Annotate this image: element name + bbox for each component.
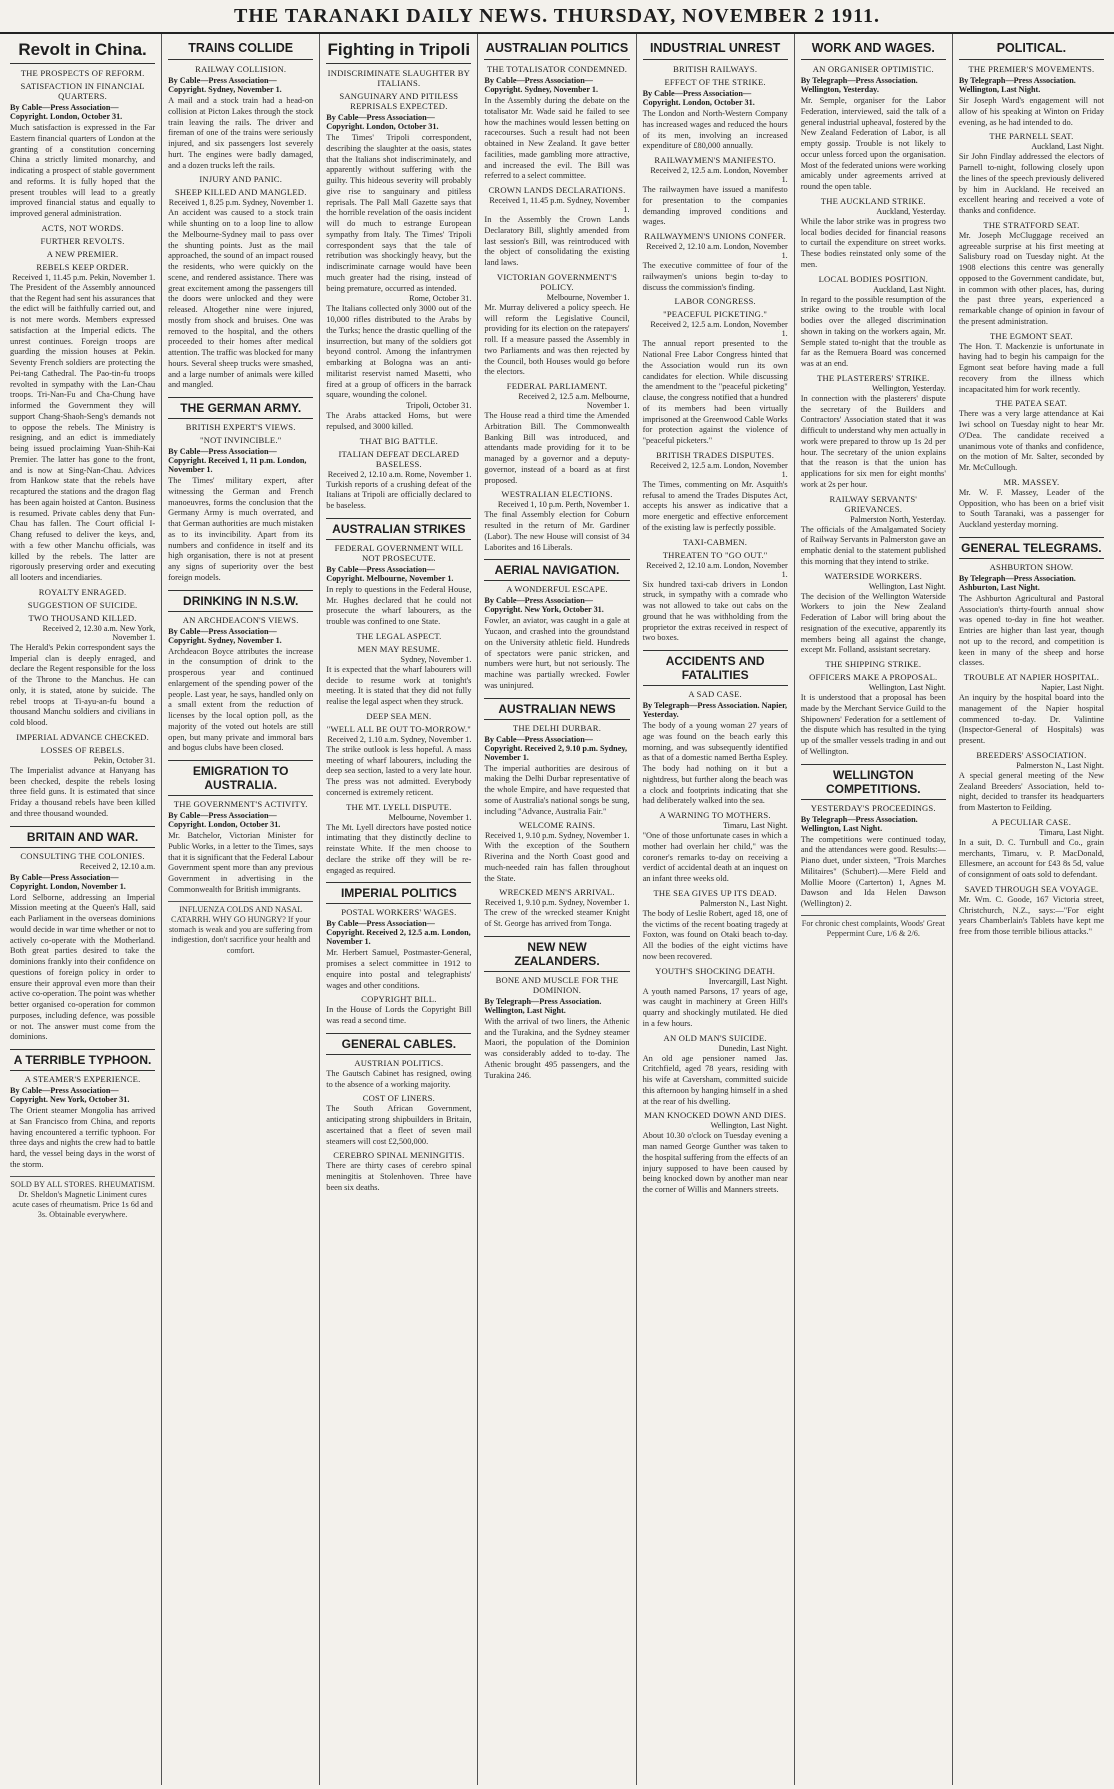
subheading: ASHBURTON SHOW. — [989, 561, 1074, 572]
article-text: With the arrival of two liners, the Athenic and the Turakina, and the Sydney steamer Maori, the population of the Dominion was considerably added to to-day. The Athenic brought 495 passengers, and the Turakina 246. — [484, 1016, 630, 1080]
dateline: Palmerston N., Last Night. — [1016, 760, 1104, 770]
article-text: In the Assembly during the debate on the totalisator Mr. Wade said he failed to see how the machines would lessen betting on racecourses. Such a result had not been obtained in New Zealand. It gave better facilities, made gambling more attractive, and increased the evil. The Bill was referred to a select committee. — [484, 96, 630, 181]
article-text: The executive committee of four of the railwaymen's unions begin to-day to discuss the commission's finding. — [642, 261, 788, 292]
subheading: RAILWAYMEN'S UNIONS CONFER. — [644, 231, 787, 241]
column-headline: POLITICAL. — [959, 38, 1104, 60]
byline: By Cable—Press Association—Copyright. Sydney, November 1. — [168, 76, 282, 94]
subheading: A SAD CASE. — [688, 689, 742, 699]
article-text: The Arabs attacked Homs, but were repulsed, and 3000 killed. — [326, 411, 472, 431]
subheading: AN ARCHDEACON'S VIEWS. — [182, 614, 299, 625]
column-7 — [953, 34, 1110, 1785]
subheading: VICTORIAN GOVERNMENT'S POLICY. — [496, 271, 618, 292]
article-text: The Italians collected only 3000 out of the 10,000 rifles distributed to the Arabs by the Turks; hence the drastic quelling of the insurrection, but many of the soldiers got beyond control. Among the infantrymen embarking at Bologna was an anti-militarist reservist named Masetti, who fired at a group of officers in the barrack square, wounding the colonel. — [326, 304, 472, 400]
article-text: The crew of the wrecked steamer Knight of St. George has arrived from Tonga. — [484, 908, 630, 928]
advertisement: For chronic chest complaints, Woods' Great Peppermint Cure, 1/6 & 2/6. — [801, 915, 946, 940]
article-text: In reply to questions in the Federal House, Mr. Hughes declared that he could not prosecute the wharf labourers, as the trouble was confined to one State. — [326, 584, 472, 626]
dateline: Wellington, Last Night. — [868, 683, 946, 692]
byline: By Telegraph—Press Association. Wellington, Last Night. — [958, 76, 1076, 94]
article-text: Lord Selborne, addressing an Imperial Mission meeting at the Queen's Hall, said each Parliament in the overseas dominions would decide in war time whether or not to actively co-operate with the Motherland. Both great parties desired to take the dominions frankly into their confidence on questions of foreign policy in order to ensure their approval even more than their active co-operation. The point was whether better organised co-operation for common purposes, including defence, was possible or not. The answer must come from the dominions. — [10, 892, 156, 1042]
article-text: In connection with the plasterers' dispute the secretary of the Builders and Contractors' Association stated that it was difficult to understand why men actually in work were prepared to throw up 1s 2d per hour. The secretary of the union explains that the reason is that the union has applications for six men for eight months' work at 2s per hour. — [800, 393, 946, 489]
byline: By Cable—Press Association—Copyright. Sydney, November 1. — [484, 76, 598, 94]
article-text: Sir John Findlay addressed the electors of Parnell to-night, following closely upon the lines of the speech previously delivered by him in Auckland. He received an excellent hearing and received a vote of thanks and confidence. — [958, 152, 1104, 215]
article-text: The final Assembly election for Coburn resulted in the return of Mr. Gardiner (Labor). The new House will consist of 34 Laborites and 16 Liberals. — [484, 510, 630, 552]
byline: By Cable—Press Association—Copyright. London, October 31. — [326, 113, 439, 131]
article-text: Sir Joseph Ward's engagement will not allow of his speaking at Winton on Friday evening, as he had intended to do. — [958, 96, 1104, 127]
dateline: Received 1, 9.10 p.m. Sydney, November 1. — [485, 831, 630, 841]
dateline: Timaru, Last Night. — [1039, 827, 1104, 837]
article-text: An old age pensioner named Jas. Critchfield, aged 78 years, residing with his wife at Caversham, committed suicide this afternoon by hanging himself in a shed at the rear of his dwelling. — [642, 1053, 788, 1106]
dateline: Received 2, 12.5 a.m. London, November 1. — [650, 320, 788, 339]
section-headline: IMPERIAL POLITICS — [326, 882, 471, 904]
subheading: IMPERIAL ADVANCE CHECKED. — [16, 731, 149, 742]
subheading: CEREBRO SPINAL MENINGITIS. — [333, 1150, 465, 1161]
subheading: OFFICERS MAKE A PROPOSAL. — [809, 672, 938, 682]
article-text: The Gautsch Cabinet has resigned, owing to the absence of a working majority. — [326, 1068, 472, 1089]
subheading: LOCAL BODIES POSITION. — [818, 273, 928, 284]
article-text: About 10.30 o'clock on Tuesday evening a man named George Gunther was taken to the hospital suffering from the effects of an injury supposed to have been caused by being knocked down by another man near the corner of Willis and Manners streets. — [642, 1131, 788, 1194]
dateline: Received 2, 12.10 a.m. — [79, 861, 156, 871]
article-text: The Herald's Pekin correspondent says the Imperial clan is deeply enraged, and declare the Regent responsible for the loss of the Throne to the Manchus. He can only, it is stated, atone by suicide. The rebel troops at Ti-ayu-an-fu bound a thousand Manchu soldiers and civilians in cold blood. — [10, 642, 156, 727]
section-headline: AUSTRALIAN NEWS — [484, 698, 629, 720]
column-headline: Fighting in Tripoli — [326, 38, 471, 64]
subheading: COST OF LINERS. — [362, 1093, 436, 1104]
subheading: "WELL ALL BE OUT TO-MORROW." — [326, 723, 471, 734]
dateline: Received 2, 12.10 a.m. London, November 1. — [646, 560, 788, 579]
dateline: Wellington, Last Night. — [868, 581, 946, 591]
subheading: REBELS KEEP ORDER. — [36, 261, 129, 272]
subheading: THE AUCKLAND STRIKE. — [820, 195, 926, 206]
subheading: THE GOVERNMENT'S ACTIVITY. — [173, 799, 308, 809]
dateline: Received 1, 9.10 p.m. Sydney, November 1. — [485, 898, 630, 908]
masthead: THE TARANAKI DAILY NEWS. THURSDAY, NOVEMBER 2 1911. — [0, 0, 1114, 34]
byline: By Cable—Press Association—Copyright. New York, October 31. — [484, 596, 604, 615]
column-headline: Revolt in China. — [10, 38, 155, 64]
byline: By Cable—Press Association—Copyright. Received 2, 12.5 a.m. London, November 1. — [326, 919, 471, 947]
dateline: Dunedin, Last Night. — [718, 1043, 788, 1053]
dateline: Received 2, 12.5 a.m. Melbourne, November 1. — [518, 392, 630, 410]
subheading: LOSSES OF REBELS. — [40, 744, 125, 755]
section-headline: AERIAL NAVIGATION. — [484, 559, 629, 581]
dateline: Rome, October 31. — [409, 294, 472, 304]
byline: By Cable—Press Association—Copyright. London, October 31. — [168, 811, 281, 829]
dateline: Melbourne, November 1. — [388, 812, 472, 822]
column-headline: TRAINS COLLIDE — [168, 38, 313, 60]
article-text: In the House of Lords the Copyright Bill was read a second time. — [326, 1005, 472, 1025]
subheading: THE PARNELL SEAT. — [989, 131, 1074, 142]
subheading: YOUTH'S SHOCKING DEATH. — [655, 965, 776, 976]
article-text: With the exception of the Southern Riverina and the North Coast good and much-needed rain has fallen throughout the State. — [484, 841, 630, 883]
subheading: SANGUINARY AND PITILESS REPRISALS EXPECTED. — [339, 91, 459, 111]
subheading: TAXI-CABMEN. — [683, 536, 748, 547]
subheading: WESTRALIAN ELECTIONS. — [501, 489, 613, 500]
subheading: CROWN LANDS DECLARATIONS. — [488, 185, 626, 195]
subheading: "NOT INVINCIBLE." — [200, 435, 282, 445]
dateline: Received 1, 8.25 p.m. Sydney, November 1. — [168, 198, 314, 208]
article-text: Turkish reports of a crushing defeat of the Italians at Tripoli are officially declared to be baseless. — [326, 479, 472, 510]
article-text: The railwaymen have issued a manifesto for presentation to the companies demanding improved conditions and wages. — [642, 185, 788, 227]
subheading: RAILWAYMEN'S MANIFESTO. — [654, 155, 776, 165]
article-text: It is understood that a proposal has been made by the Merchant Service Guild to the Shipowners' Federation for a settlement of the dispute which has resulted in the tying up of the smaller vessels trading in and out of Wellington. — [800, 693, 946, 756]
article-text: The annual report presented to the National Free Labor Congress hinted that the Association would run its own candidates for election. While discussing the amendment to the "peaceful picketing" clause, the congress notified that a hundred of its members had been virtually imprisoned at the Greenwood Cable Works for protection against the violence of "peaceful picketers." — [642, 339, 788, 445]
article-text: The Mt. Lyell directors have posted notice intimating that they distinctly decline to reinstate White. If the men choose to declare the strike off they will be re-engaged as required. — [326, 822, 472, 875]
advertisement: INFLUENZA COLDS AND NASAL CATARRH. WHY GO HUNGRY? If your stomach is weak and you are suffering from indigestion, don't sacrifice your health and comfort. — [168, 901, 313, 956]
dateline: Received 1, 11.45 p.m. Sydney, November 1. — [489, 196, 630, 214]
article-text: Much satisfaction is expressed in the Far Eastern financial quarters of London at the granting of a constitution concerning China a strictly limited monarchy, and indicating a prospect of stable government and reforms. It is fully hoped that the present troubles will lead to a greatly improved financial status and equally to improved general administration. — [10, 123, 156, 218]
article-text: The President of the Assembly announced that the Regent had sent his assurances that the edict will be faithfully carried out, and is not mere words. Members expressed satisfaction at the Imperial edicts. The unrest continues. Foreign troops are guarding the mission houses at Pekin. Seventy French soldiers are protecting the Pei-tang Cathedral. The Pao-tin-fu troops revolted in sympathy with the Lan-Chau troops. Tri-Nan-Fu and Cha-Chung have informed the Government they will support Chang-Shaoh-Seng's demands not to oppose the rebels. The Ministry is resigning, and an edict is immediately being issued proclaiming Yuan-Shih-Kai Premier. The latter has gone to the front, and is now at Sing-Nan-Chau. Advices from Hankow state that the rebels have recaptured the stations and the dragon flag has been again hoisted at Canton. Business is resumed. Private cables deny that Fun-Chau has fallen. The Court official I-Chang refused to deliver the keys, and, with a few other Manchu officials, was killed by the rebels. The latter are rigorously preserving order and executing all looters and incendiaries. — [10, 282, 156, 582]
dateline: Received 1, 10 p.m. Perth, November 1. — [497, 500, 630, 510]
subheading: THE TOTALISATOR CONDEMNED. — [486, 64, 628, 74]
subheading: FURTHER REVOLTS. — [40, 235, 125, 246]
article-text: A special general meeting of the New Zealand Breeders' Association, held to-night, decided to transfer its headquarters from Masterton to Feilding. — [958, 770, 1104, 812]
byline: By Cable—Press Association—Copyright. London, October 31. — [642, 89, 755, 107]
byline: By Cable—Press Association—Copyright. London, November 1. — [10, 872, 126, 891]
column-6 — [795, 34, 953, 1785]
article-text: The decision of the Wellington Waterside Workers to join the New Zealand Federation of Labor will bring about the resignation of the executive, apparently its members being all against the change, except Mr. Folland, assistant secretary. — [800, 591, 946, 655]
subheading: DEEP SEA MEN. — [366, 710, 432, 721]
subheading: BRITISH TRADES DISPUTES. — [656, 449, 775, 460]
article-text: The Times' Tripoli correspondent, describing the slaughter at the oasis, states that the Italians shot indiscriminately, and apparently without suffering with the guilty. This hideous severity will probably give rise to sanguinary and pitiless reprisals. The Pall Mall Gazette says that the horrible revelation of the oasis incident will do much to estrange European sympathy from Italy. The Times' Tripoli correspondent says that the tale of retribution was shockingly heavy, but the indiscriminate carnage would have been much greater had the rising, instead of being premature, occurred as intended. — [326, 133, 472, 293]
subheading: CONSULTING THE COLONIES. — [20, 850, 145, 861]
article-text: There was a very large attendance at Kai Iwi school on Tuesday night to hear Mr. O'Dea. The candidate received a unanimous vote of thanks and confidence, on the motion of Mr. Salter, seconded by Mr. McCullough. — [958, 409, 1104, 472]
article-text: The South African Government, anticipating strong shipbuilders in Britain, ascertained that a fleet of seven mail steamers will cost £2,500,000. — [326, 1104, 472, 1146]
subheading: THE PLASTERERS' STRIKE. — [817, 372, 930, 383]
subheading: THE PROSPECTS OF REFORM. — [20, 68, 145, 78]
section-headline: NEW NEW ZEALANDERS. — [484, 936, 629, 972]
subheading: A NEW PREMIER. — [46, 248, 119, 259]
advertisement: SOLD BY ALL STORES. RHEUMATISM. Dr. Sheldon's Magnetic Liniment cures acute cases of rheumatism. Price 1s 6d and 3s. Obtainable everywhere. — [10, 1176, 155, 1221]
section-headline: A TERRIBLE TYPHOON. — [10, 1049, 155, 1071]
dateline: Auckland, Last Night. — [873, 284, 946, 294]
article-text: Mr. Semple, organiser for the Labor Federation, interviewed, said the talk of a general industrial upheaval, fostered by the New Zealand Federation of Labor, is all empty gossip. Trouble is not likely to occur unless forced upon the organisation. Most of the federated unions were working amicably under agreements arrived at round the open table. — [800, 96, 946, 191]
article-text: In regard to the possible resumption of the strike owing to the trouble with local bodies over the alleged discrimination shown in taking on the workers again, Mr. Semple stated to-night that the trouble as far as the Remuera Board was concerned was at an end. — [800, 294, 946, 368]
section-headline: AUSTRALIAN STRIKES — [326, 518, 471, 540]
dateline: Tripoli, October 31. — [406, 401, 472, 410]
subheading: SHEEP KILLED AND MANGLED. — [174, 187, 307, 198]
column-3 — [320, 34, 478, 1785]
subheading: AN OLD MAN'S SUICIDE. — [663, 1032, 767, 1043]
section-headline: DRINKING IN N.S.W. — [168, 590, 313, 612]
column-5 — [637, 34, 795, 1785]
article-text: Mr. W. F. Massey, Leader of the Opposition, who has been on a brief visit to South Taranaki, was a passenger for Auckland yesterday morning. — [958, 487, 1104, 529]
article-text: There are thirty cases of cerebro spinal meningitis at Stolenhoven. Three have been six deaths. — [326, 1161, 472, 1192]
dateline: Auckland, Yesterday. — [876, 206, 946, 216]
article-text: The body of Leslie Robert, aged 18, one of the victims of the recent boating tragedy at Foxton, was found on Otaki beach to-day. All the bodies of the eight victims have now been recovered. — [642, 908, 788, 961]
column-2 — [162, 34, 320, 1785]
subheading: THREATEN TO "GO OUT." — [662, 549, 768, 560]
subheading: THE SHIPPING STRIKE. — [825, 659, 922, 669]
byline: By Cable—Press Association—Copyright. London, October 31. — [10, 103, 123, 121]
subheading: THE MT. LYELL DISPUTE. — [346, 801, 452, 812]
subheading: BREEDERS' ASSOCIATION. — [976, 749, 1087, 760]
dateline: Melbourne, November 1. — [546, 292, 630, 302]
dateline: Received 2, 12.30 a.m. New York, November 1. — [42, 623, 156, 642]
article-text: An accident was caused to a stock train while shunting on to a loop line to allow the Melbourne-Sydney mail to pass over the shunting points. Just as the mail approached, the sound of an impact roused the residents, who were quickly on the scene, and rendered assistance. There was great excitement among the passengers till the doors were unlocked and they were released. Altogether nine were injured, mostly from shock and bruises. One was removed to the hospital, and the others proceeded to their homes after medical attention. The traffic was blocked for many hours. Several sheep trucks were smashed, and a large number of animals were killed and mangled. — [168, 208, 314, 390]
column-headline: INDUSTRIAL UNREST — [643, 38, 788, 60]
subheading: MR. MASSEY. — [1003, 476, 1060, 487]
article-text: Mr. Joseph McCluggage received an agreeable surprise at his first meeting at Salisbury road on Tuesday night. At the 1908 elections this centre was generally opposed to the Government candidate, but, in common with other places, has, during the past three years, experienced a remarkable change of opinion in favour of the present administration. — [958, 230, 1104, 326]
article-text: Fowler, an aviator, was caught in a gale at Yucaon, and crashed into the groundstand on the University athletic field. Hundreds of spectators were panic stricken, and numbers were hurt, but not seriously. The machine was partially wrecked. Fowler was uninjured. — [484, 616, 630, 690]
dateline: Auckland, Last Night. — [1031, 142, 1104, 152]
subheading: POSTAL WORKERS' WAGES. — [341, 907, 457, 918]
subheading: A STEAMER'S EXPERIENCE. — [24, 1074, 141, 1084]
subheading: LABOR CONGRESS. — [674, 296, 756, 307]
article-text: Mr. Herbert Samuel, Postmaster-General, promises a select committee in 1912 to enquire into postal and telegraphists' wages and other conditions. — [326, 948, 472, 990]
column-4 — [478, 34, 636, 1785]
article-text: The London and North-Western Company has increased wages and reduced the hours of its men, involving an increased expenditure of £80,000 annually. — [642, 109, 788, 151]
article-text: The House read a third time the Amended Arbitration Bill. The Commonwealth Banking Bill was introduced, and attendants made providing for it to be managed by a governor and a deputy-governor, instead of a board as at first proposed. — [484, 411, 630, 485]
subheading: MAN KNOCKED DOWN AND DIES. — [644, 1110, 787, 1121]
article-text: The competitions were continued today, and the attendances were good. Results:— Piano duet, under sixteen, "Trois Marches Militaires" (Schubert).—Mere Field and Mollie Moore (Carterton) 1, Agnes M. Dawson and Ida Helen Dawson (Wellington) 2. — [800, 834, 946, 908]
article-text: Mr. Murray delivered a policy speech. He will reform the Legislative Council, providing for its election on the ratepayers' roll. If a measure passed the Assembly in two Parliaments and was then rejected by the Council, both Houses would go before the electors. — [484, 302, 630, 377]
subheading: EFFECT OF THE STRIKE. — [664, 77, 766, 87]
subheading: THE STRATFORD SEAT. — [983, 219, 1080, 230]
subheading: THE PREMIER'S MOVEMENTS. — [968, 64, 1095, 74]
subheading: THE LEGAL ASPECT. — [356, 630, 442, 641]
subheading: INDISCRIMINATE SLAUGHTER BY ITALIANS. — [327, 68, 471, 88]
subheading: A WARNING TO MOTHERS. — [659, 810, 771, 820]
dateline: Received 2, 1.10 a.m. Sydney, November 1. — [327, 734, 472, 744]
subheading: THE PATEA SEAT. — [995, 398, 1068, 409]
subheading: THE EGMONT SEAT. — [989, 330, 1073, 341]
subheading: "PEACEFUL PICKETING." — [663, 309, 768, 320]
dateline: Received 2, 12.5 a.m. London, November 1. — [650, 460, 788, 479]
article-text: "One of those unfortunate cases in which a mother had overlain her child," was the coroner's remarks to-day on receiving a verdict of accidental death at an inquest on an infant three weeks old. — [642, 831, 788, 883]
article-text: The Ashburton Agricultural and Pastoral Association's thirty-fourth annual show was opened to-day in fine hot weather. Entries are higher than last year, though not up to the record, and competition is keen in many of the sheep and horse classes. — [958, 593, 1104, 668]
subheading: INJURY AND PANIC. — [199, 174, 283, 185]
article-text: Six hundred taxi-cab drivers in London struck, in sympathy with a comrade who was not allowed to take out cabs on the ground that he was withholding from the proprietor the extras received in respect of two boxes. — [642, 579, 788, 643]
subheading: COPYRIGHT BILL. — [361, 994, 437, 1005]
dateline: Wellington, Last Night. — [710, 1121, 788, 1131]
subheading: BRITISH EXPERT'S VIEWS. — [185, 422, 296, 432]
article-text: In a suit, D. C. Turnbull and Co., grain merchants, Timaru, v. P. MacDonald, Ellesmere, an account for £43 8s 5d, value of consignment of oats sold to defendant. — [958, 837, 1104, 879]
dateline: Timaru, Last Night. — [722, 821, 788, 830]
article-text: The strike outlook is less hopeful. A mass meeting of wharf labourers, including the deep sea section, lasted to a very late hour. The press was not admitted. Everybody concerned is extremely reticent. — [326, 744, 472, 797]
article-text: The Times' military expert, after witnessing the German and French manoeuvres, forms the conclusion that the Germany Army is much overrated, and that German authorities are much mistaken as to its invincibility. Apart from its numbers and confidence in itself and its high organisation, there is not at present any signs of superiority over the best foreign models. — [168, 476, 314, 582]
byline: By Telegraph—Press Association. Napier, Yesterday. — [642, 701, 787, 719]
article-text: Archdeacon Boyce attributes the increase in the consumption of drink to the prosperous year and continued enlargement of the spending power of the people. Last year, he says, handled only on a small extent from the reduction of licenses by the local option poll, as the majority of the voted out hotels are still open, but many private and immoral bars and bogus clubs have been closed. — [168, 646, 314, 753]
byline: By Telegraph—Press Association. Wellington, Last Night. — [800, 814, 918, 833]
section-headline: THE GERMAN ARMY. — [168, 397, 313, 419]
dateline: Received 1, 11.45 p.m. Pekin, November 1. — [12, 272, 156, 282]
article-text: An inquiry by the hospital board into the management of the Napier hospital commenced to-day. Dr. Valintine (Inspector-General of Hospitals) was present. — [958, 693, 1104, 745]
byline: By Cable—Press Association—Copyright. Melbourne, November 1. — [326, 564, 454, 583]
article-text: Mr. Wm. C. Goode, 167 Victoria street, Christchurch, N.Z., says:—"For eight years Chamberlain's Tablets have kept me free from those terrible bilious attacks." — [958, 894, 1104, 936]
section-headline: GENERAL TELEGRAMS. — [959, 537, 1104, 559]
dateline: Wellington, Yesterday. — [871, 383, 946, 393]
subheading: TROUBLE AT NAPIER HOSPITAL. — [963, 672, 1100, 682]
dateline: Palmerston North, Yesterday. — [850, 514, 946, 524]
dateline: Sydney, November 1. — [400, 654, 472, 664]
column-1 — [4, 34, 162, 1785]
dateline: Invercargill, Last Night. — [708, 976, 788, 986]
subheading: THE DELHI DURBAR. — [512, 722, 602, 733]
subheading: RAILWAY SERVANTS' GRIEVANCES. — [829, 493, 918, 514]
subheading: ITALIAN DEFEAT DECLARED BASELESS. — [338, 448, 460, 469]
subheading: BONE AND MUSCLE FOR THE DOMINION. — [495, 974, 619, 995]
dateline: Pekin, October 31. — [93, 755, 156, 765]
dateline: Napier, Last Night. — [1041, 683, 1104, 692]
subheading: TWO THOUSAND KILLED. — [28, 612, 137, 623]
byline: By Telegraph—Press Association. Wellington, Last Night. — [484, 996, 602, 1015]
subheading: WRECKED MEN'S ARRIVAL. — [499, 887, 615, 898]
section-headline: ACCIDENTS AND FATALITIES — [643, 650, 788, 686]
article-text: A mail and a stock train had a head-on collision at Picton Lakes through the stock train leaving the rails. The driver and fireman of one of the trains were seriously injured, and six passengers lost severely hurt. The engines were badly damaged, and a dozen trucks left the rails. — [168, 96, 314, 170]
article-text: It is expected that the wharf labourers will decide to resume work at tonight's meeting. It is stated that they did not fully realise the legal aspect when they struck. — [326, 664, 472, 706]
article-text: The Hon. T. Mackenzie is unfortunate in having had to begin his campaign for the Egmont seat before having made a full recovery from the illness which incapacitated him for work recently. — [958, 341, 1104, 394]
byline: By Cable—Press Association—Copyright. Received 1, 11 p.m. London, November 1. — [168, 447, 307, 474]
byline: By Cable—Press Association—Copyright. Sydney, November 1. — [168, 626, 282, 645]
columns-container — [4, 34, 1110, 1785]
dateline: Received 2, 12.10 a.m. London, November 1. — [646, 242, 788, 260]
subheading: AUSTRIAN POLITICS. — [354, 1057, 444, 1068]
article-text: Mr. Batchelor, Victorian Minister for Public Works, in a letter to the Times, says that it is significant that the Federal Labour Government spent more than any previous Government in advertising in the Commonwealth for British immigrants. — [168, 831, 314, 894]
article-text: The Times, commenting on Mr. Asquith's refusal to amend the Trades Disputes Act, accepts his answer as indicative that a more energetic and effective enforcement of the existing law is perfectly possible. — [642, 479, 788, 532]
section-headline: GENERAL CABLES. — [326, 1033, 471, 1055]
subheading: MEN MAY RESUME. — [357, 643, 441, 654]
subheading: SAVED THROUGH SEA VOYAGE. — [964, 883, 1099, 894]
subheading: YESTERDAY'S PROCEEDINGS. — [810, 802, 936, 813]
dateline: Received 2, 12.10 a.m. Rome, November 1. — [327, 469, 472, 479]
article-text: The Orient steamer Mongolia has arrived at San Francisco from China, and reports having encountered a terrific typhoon. For three days and nights the crew had to battle hard, the vessel being days in the worst of the storm. — [10, 1106, 156, 1169]
article-text: While the labor strike was in progress two local bodies decided for financial reasons to curtail the expenditure on street works. These bodies reinstated only some of the men. — [800, 216, 946, 269]
subheading: RAILWAY COLLISION. — [195, 64, 287, 74]
subheading: A PECULIAR CASE. — [991, 816, 1072, 827]
article-text: In the Assembly the Crown Lands Declaratory Bill, slightly amended from last session's Bill, was reintroduced with the object of consolidating the existing land laws. — [484, 215, 630, 267]
byline: By Telegraph—Press Association. Wellington, Yesterday. — [800, 76, 918, 94]
byline: By Telegraph—Press Association. Ashburton, Last Night. — [958, 573, 1076, 592]
subheading: SATISFACTION IN FINANCIAL QUARTERS. — [20, 81, 145, 101]
article-text: The Imperialist advance at Hanyang has been checked, despite the rebels losing three field guns. It is estimated that since Friday a thousand rebels have been killed and three thousand wounded. — [10, 765, 156, 818]
subheading: AN ORGANISER OPTIMISTIC. — [812, 64, 934, 74]
section-headline: BRITAIN AND WAR. — [10, 826, 155, 848]
subheading: SUGGESTION OF SUICIDE. — [27, 599, 138, 610]
subheading: FEDERAL GOVERNMENT WILL NOT PROSECUTE. — [334, 542, 464, 563]
subheading: FEDERAL PARLIAMENT. — [506, 381, 608, 391]
subheading: WATERSIDE WORKERS. — [824, 570, 923, 581]
dateline: Palmerston N., Last Night. — [699, 898, 788, 908]
article-text: The officials of the Amalgamated Society of Railway Servants in Palmerston gave an emphatic denial to the statement published this morning that they intend to strike. — [800, 524, 946, 566]
article-text: A youth named Parsons, 17 years of age, was caught in machinery at Green Hill's quarry and shockingly mutilated. He died in a few hours. — [642, 986, 788, 1028]
subheading: THE SEA GIVES UP ITS DEAD. — [653, 887, 777, 898]
subheading: THAT BIG BATTLE. — [359, 435, 438, 446]
subheading: WELCOME RAINS. — [518, 820, 596, 831]
subheading: BRITISH RAILWAYS. — [673, 64, 758, 74]
article-text: The imperial authorities are desirous of making the Delhi Durbar representative of the whole Empire, and have requested that some of Australia's national songs be sung, including "Advance, Australia Fair." — [484, 763, 630, 816]
column-headline: WORK AND WAGES. — [801, 38, 946, 60]
byline: By Cable—Press Association—Copyright. Received 2, 9.10 p.m. Sydney, November 1. — [484, 734, 628, 762]
dateline: Received 2, 12.5 a.m. London, November 1. — [650, 166, 788, 184]
subheading: ROYALTY ENRAGED. — [38, 586, 127, 597]
subheading: A WONDERFUL ESCAPE. — [506, 584, 608, 595]
subheading: ACTS, NOT WORDS. — [41, 222, 124, 233]
section-headline: EMIGRATION TO AUSTRALIA. — [168, 760, 313, 796]
article-text: The body of a young woman 27 years of age was found on the beach early this morning, and was subsequently identified as that of a domestic named Bertha Espley. The body had nothing on it but a nightdress, but further along the beach was a clock and footprints indicating that she had deliberately walked into the sea. — [642, 721, 788, 806]
byline: By Cable—Press Association—Copyright. New York, October 31. — [10, 1086, 130, 1104]
column-headline: AUSTRALIAN POLITICS — [484, 38, 629, 60]
section-headline: WELLINGTON COMPETITIONS. — [801, 764, 946, 800]
